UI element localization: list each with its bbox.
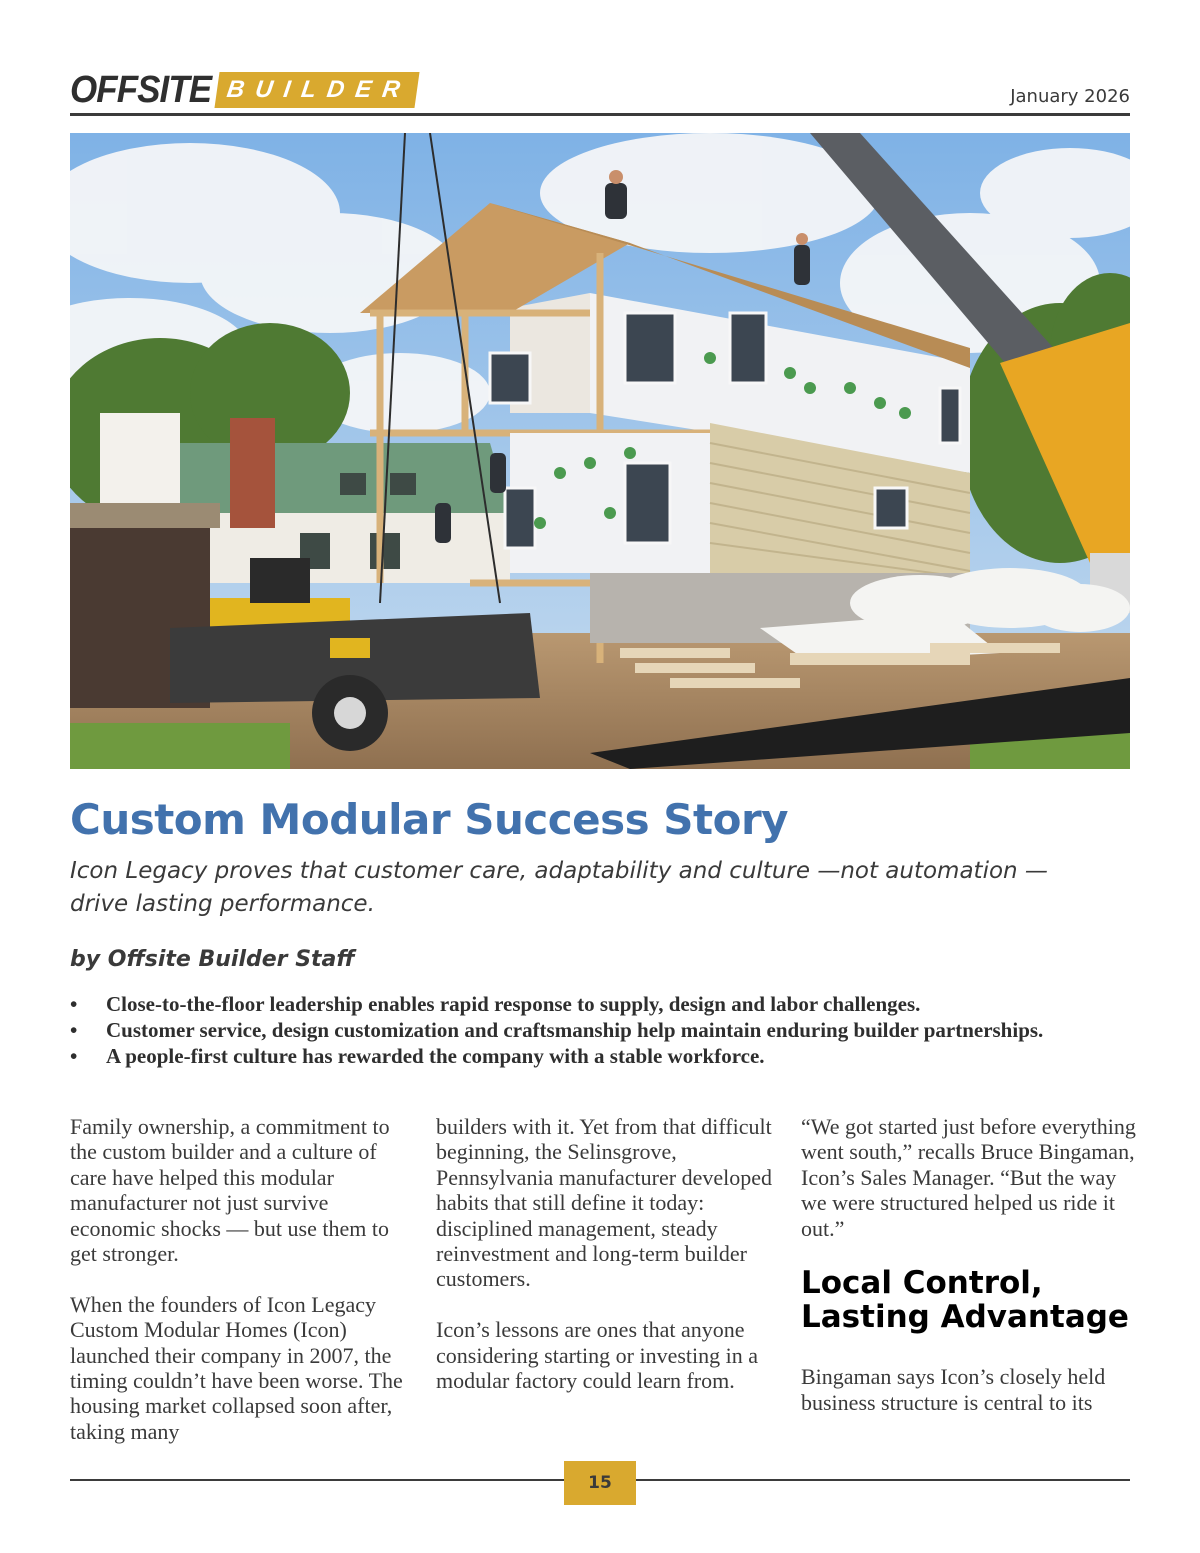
highlight-item: • A people-first culture has rewarded the company with a stable workforce. — [70, 1043, 1130, 1069]
body-paragraph: Bingaman says Icon’s closely held business structure is central to its — [801, 1364, 1106, 1415]
body-column-3 — [801, 1114, 1136, 1441]
highlights-list — [70, 991, 1130, 1069]
section-subhead: Local Control, Lasting Advantage — [801, 1265, 1129, 1336]
body-paragraph: Family ownership, a commitment to the custom builder and a culture of care have helped this modular manufacturer not just survive economic shocks — but use them to get stronger. — [70, 1114, 390, 1267]
body-paragraph: builders with it. Yet from that difficult beginning, the Selinsgrove, Pennsylvania manufacturer developed habits that still define it today: disciplined management, steady reinvestment and long-term builder customers. — [436, 1114, 772, 1292]
highlight-item: • Close-to-the-floor leadership enables rapid response to supply, design and labor challenges. — [70, 991, 1130, 1017]
logo-sub-text: BUILDER — [215, 72, 420, 108]
body-column-1 — [70, 1114, 410, 1470]
page-number: 15 — [564, 1461, 636, 1505]
issue-date: January 2026 — [1010, 86, 1130, 107]
body-paragraph: When the founders of Icon Legacy Custom Modular Homes (Icon) launched their company in 2007, the timing couldn’t have been worse. The housing market collapsed soon after, taking many — [70, 1291, 403, 1444]
article-byline: by Offsite Builder Staff — [70, 947, 355, 972]
logo-main-text: OFFSITE — [70, 69, 212, 111]
article-title: Custom Modular Success Story — [70, 795, 789, 844]
body-column-2 — [436, 1114, 776, 1419]
construction-photo-illustration — [70, 133, 1130, 769]
hero-photo — [70, 133, 1130, 769]
masthead — [70, 66, 1130, 116]
offsite-builder-logo — [70, 70, 417, 110]
article-deck: Icon Legacy proves that customer care, adaptability and culture —not automation — drive lasting performance. — [70, 858, 1048, 917]
highlight-item: • Customer service, design customization and craftsmanship help maintain enduring builder partnerships. — [70, 1017, 1130, 1043]
body-paragraph: Icon’s lessons are ones that anyone considering starting or investing in a modular factory could learn from. — [436, 1317, 758, 1394]
body-paragraph: “We got started just before everything went south,” recalls Bruce Bingaman, Icon’s Sales Manager. “But the way we were structured helped us ride it out.” — [801, 1114, 1136, 1241]
